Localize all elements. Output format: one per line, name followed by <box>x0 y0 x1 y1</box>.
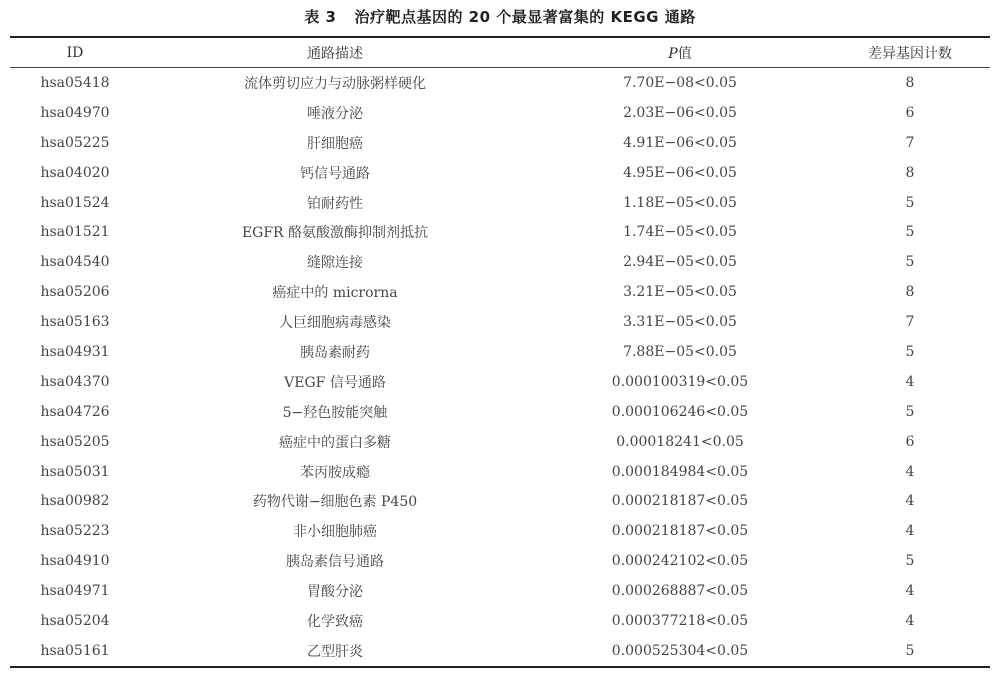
cell-p-value: 4.95E−06<0.05 <box>623 164 737 181</box>
cell-gene-count: 5 <box>905 254 915 271</box>
table-caption <box>0 6 1000 27</box>
cell-p-value: 0.000106246<0.05 <box>611 403 749 420</box>
cell-gene-count: 5 <box>905 553 915 570</box>
cell-id: hsa01524 <box>40 194 110 211</box>
table-row <box>10 457 990 487</box>
cell-gene-count: 4 <box>905 493 915 510</box>
cell-gene-count: 4 <box>905 373 915 390</box>
cell-description: 非小细胞肺癌 <box>293 524 377 541</box>
header-p-symbol: P <box>668 45 678 62</box>
cell-description: 肝细胞癌 <box>307 135 363 152</box>
cell-p-value: 3.21E−05<0.05 <box>623 284 737 301</box>
table-row <box>10 397 990 427</box>
table-row <box>10 337 990 367</box>
table-row <box>10 128 990 158</box>
cell-id: hsa04540 <box>40 254 110 271</box>
table-number: 表 3 <box>304 8 337 26</box>
table-title: 治疗靶点基因的 20 个最显著富集的 KEGG 通路 <box>354 8 696 26</box>
table-row <box>10 68 990 98</box>
table-body <box>10 68 990 667</box>
cell-gene-count: 5 <box>905 343 915 360</box>
cell-description: EGFR 酪氨酸激酶抑制剂抵抗 <box>241 225 429 242</box>
cell-description: 胰岛素耐药 <box>300 344 370 361</box>
cell-p-value: 3.31E−05<0.05 <box>623 314 737 331</box>
cell-gene-count: 8 <box>905 164 915 181</box>
table-row <box>10 546 990 576</box>
cell-id: hsa05205 <box>40 433 110 450</box>
cell-p-value: 0.000184984<0.05 <box>611 463 749 480</box>
table-row <box>10 427 990 457</box>
cell-p-value: 1.18E−05<0.05 <box>623 194 737 211</box>
cell-p-value: 0.000377218<0.05 <box>611 612 749 629</box>
table-row <box>10 188 990 218</box>
cell-description: 胰岛素信号通路 <box>286 554 384 571</box>
header-id: ID <box>66 44 84 61</box>
cell-description: 钙信号通路 <box>300 165 370 182</box>
header-description: 通路描述 <box>307 45 363 62</box>
cell-id: hsa05206 <box>40 284 110 301</box>
cell-gene-count: 4 <box>905 463 915 480</box>
cell-description: 癌症中的 microrna <box>272 285 398 302</box>
cell-id: hsa05418 <box>40 74 110 91</box>
table-row <box>10 606 990 636</box>
cell-id: hsa05161 <box>40 642 110 659</box>
table-row <box>10 576 990 606</box>
cell-p-value: 4.91E−06<0.05 <box>623 134 737 151</box>
cell-id: hsa04971 <box>40 583 110 600</box>
cell-id: hsa05223 <box>40 523 110 540</box>
cell-p-value: 2.94E−05<0.05 <box>623 254 737 271</box>
cell-gene-count: 8 <box>905 74 915 91</box>
cell-gene-count: 4 <box>905 583 915 600</box>
cell-p-value: 0.00018241<0.05 <box>616 433 744 450</box>
table-row <box>10 217 990 247</box>
cell-description: 唾液分泌 <box>307 105 363 122</box>
cell-id: hsa04910 <box>40 553 110 570</box>
cell-gene-count: 4 <box>905 612 915 629</box>
table-row <box>10 367 990 397</box>
cell-id: hsa04020 <box>40 164 110 181</box>
cell-description: 药物代谢−细胞色素 P450 <box>252 494 418 511</box>
cell-id: hsa04931 <box>40 343 110 360</box>
table-row <box>10 516 990 546</box>
cell-id: hsa04370 <box>40 373 110 390</box>
cell-gene-count: 8 <box>905 284 915 301</box>
table-row <box>10 158 990 188</box>
header-gene-count: 差异基因计数 <box>868 45 952 62</box>
table-row <box>10 247 990 277</box>
table-row <box>10 486 990 516</box>
header-p-suffix: 值 <box>677 45 692 62</box>
kegg-pathway-table <box>10 36 990 668</box>
cell-id: hsa04970 <box>40 104 110 121</box>
cell-gene-count: 5 <box>905 224 915 241</box>
table-row <box>10 636 990 667</box>
cell-gene-count: 5 <box>905 194 915 211</box>
cell-p-value: 7.88E−05<0.05 <box>623 343 737 360</box>
table-row <box>10 307 990 337</box>
cell-description: 缝隙连接 <box>307 255 363 272</box>
cell-id: hsa05204 <box>40 612 110 629</box>
cell-description: 人巨细胞病毒感染 <box>279 315 391 332</box>
cell-description: 乙型肝炎 <box>307 643 363 660</box>
cell-p-value: 0.000218187<0.05 <box>611 523 749 540</box>
cell-id: hsa01521 <box>40 224 110 241</box>
table-row <box>10 277 990 307</box>
cell-id: hsa05225 <box>40 134 110 151</box>
cell-gene-count: 7 <box>905 134 915 151</box>
cell-p-value: 0.000242102<0.05 <box>611 553 749 570</box>
header-p-value <box>530 37 830 68</box>
cell-description: 铂耐药性 <box>307 195 363 212</box>
cell-p-value: 0.000218187<0.05 <box>611 493 749 510</box>
cell-id: hsa05163 <box>40 314 110 331</box>
cell-description: 化学致癌 <box>307 613 363 630</box>
cell-p-value: 2.03E−06<0.05 <box>623 104 737 121</box>
cell-gene-count: 5 <box>905 642 915 659</box>
cell-description: VEGF 信号通路 <box>284 374 386 391</box>
cell-id: hsa00982 <box>40 493 110 510</box>
cell-id: hsa05031 <box>40 463 110 480</box>
cell-p-value: 7.70E−08<0.05 <box>623 74 737 91</box>
cell-gene-count: 5 <box>905 403 915 420</box>
cell-description: 5−羟色胺能突触 <box>282 404 388 421</box>
table-header-row <box>10 37 990 68</box>
cell-gene-count: 6 <box>905 104 915 121</box>
cell-id: hsa04726 <box>40 403 110 420</box>
cell-p-value: 0.000100319<0.05 <box>611 373 749 390</box>
cell-gene-count: 6 <box>905 433 915 450</box>
cell-description: 流体剪切应力与动脉粥样硬化 <box>244 75 426 92</box>
cell-gene-count: 4 <box>905 523 915 540</box>
cell-p-value: 1.74E−05<0.05 <box>623 224 737 241</box>
table-row <box>10 98 990 128</box>
cell-gene-count: 7 <box>905 314 915 331</box>
cell-description: 胃酸分泌 <box>307 584 363 601</box>
cell-p-value: 0.000268887<0.05 <box>611 583 749 600</box>
cell-description: 苯丙胺成瘾 <box>300 464 370 481</box>
cell-p-value: 0.000525304<0.05 <box>611 642 749 659</box>
cell-description: 癌症中的蛋白多糖 <box>279 434 391 451</box>
